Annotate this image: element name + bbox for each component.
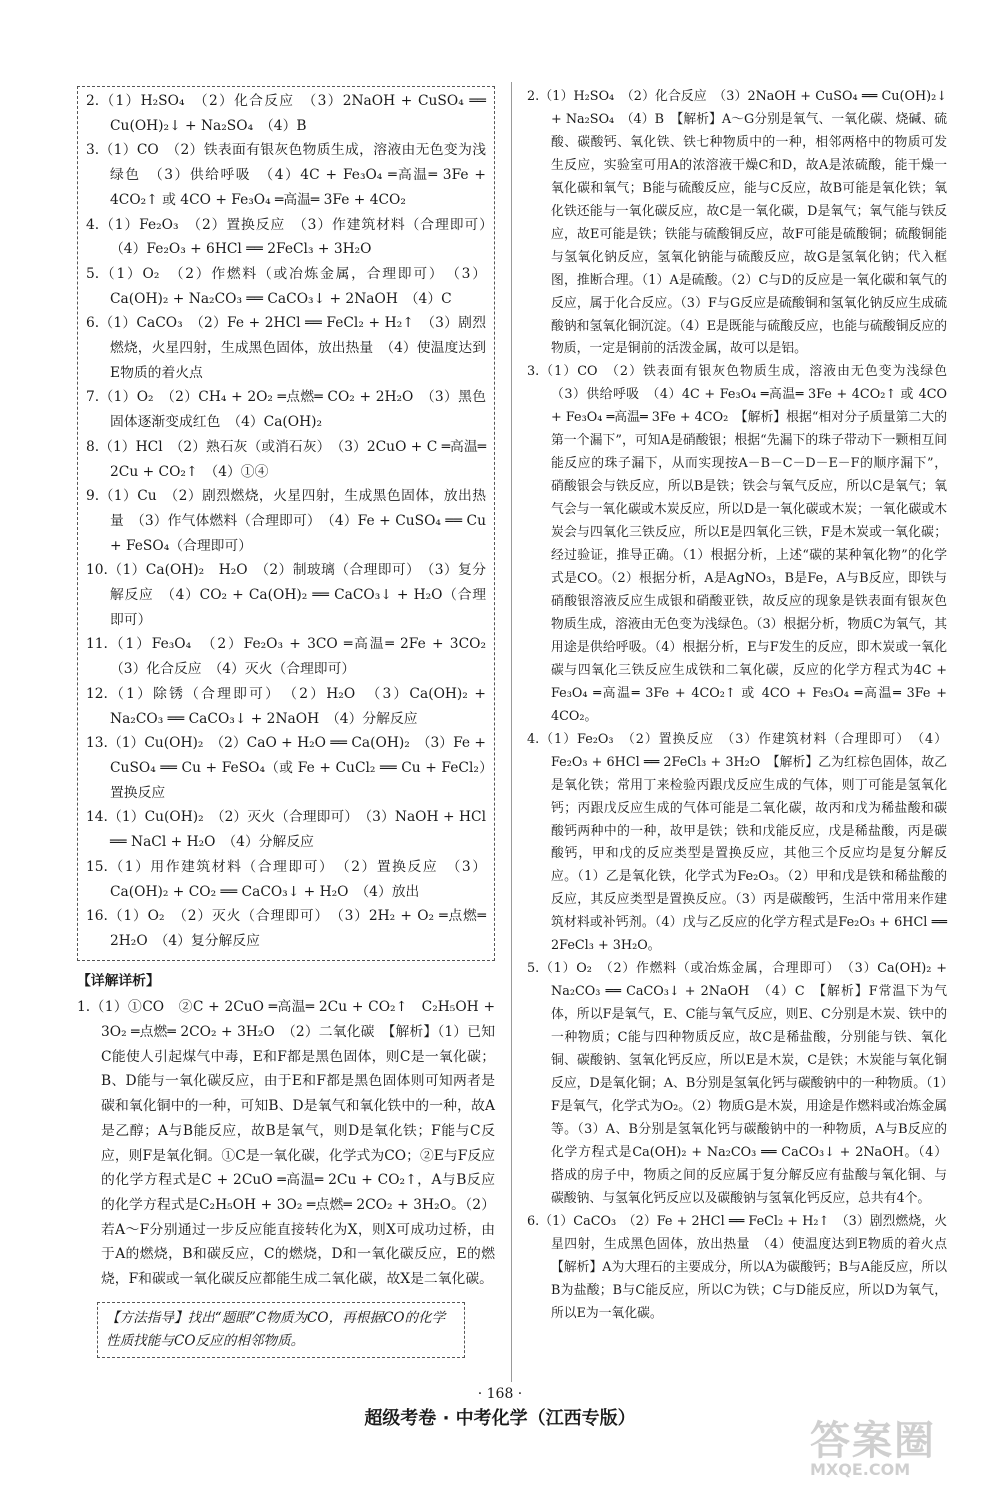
watermark-url: MXQE.COM xyxy=(810,1460,911,1479)
answer-item: 10.（1）Ca(OH)₂ H₂O （2）制玻璃（合理即可） （3）复分解反应 （4）CO₂ + Ca(OH)₂ ══ CaCO₃↓ + H₂O（合理即可） xyxy=(86,562,486,628)
detail-item: 4.（1）Fe₂O₃ （2）置换反应 （3）作建筑材料（合理即可） （4）Fe₂O₃ + 6HCl ══ 2FeCl₃ + 3H₂O 【解析】乙为红棕色固体，故乙是氧化铁；常用丁来检验丙跟戊反应生成的气体，则丁可能是氢氧化钙；丙跟戊反应生成的气体可能是二氧化碳，故丙和戊为稀盐酸和碳酸钙两种中的一种，故甲是铁；铁和戊能反应，戊是稀盐酸，丙是碳酸钙，甲和戊的反应类型是置换反应，其他三个反应均是复分解反应。（1）乙是氧化铁，化学式为Fe₂O₃。（2）甲和戊是铁和稀盐酸的反应，其反应类型是置换反应。（3）丙是碳酸钙，生活中常用来作建筑材料或补钙剂。（4）戊与乙反应的化学方程式是Fe₂O₃ + 6HCl ══ 2FeCl₃ + 3H₂O。 xyxy=(527,731,947,954)
answer-item: 5.（1）O₂ （2）作燃料（或冶炼金属，合理即可） （3）Ca(OH)₂ + Na₂CO₃ ══ CaCO₃↓ + 2NaOH （4）C xyxy=(86,265,486,307)
answer-item: 2.（1）H₂SO₄ （2）化合反应 （3）2NaOH + CuSO₄ ══ Cu(OH)₂↓ + Na₂SO₄ （4）B xyxy=(86,93,486,134)
answer-item: 15.（1）用作建筑材料（合理即可） （2）置换反应 （3）Ca(OH)₂ + CO₂ ══ CaCO₃↓ + H₂O （4）放出 xyxy=(86,858,486,900)
answer-item: 4.（1）Fe₂O₃ （2）置换反应 （3）作建筑材料（合理即可） （4）Fe₂O₃ + 6HCl ══ 2FeCl₃ + 3H₂O xyxy=(86,216,500,258)
page-number: · 168 · xyxy=(477,1386,523,1402)
detail-item: 5.（1）O₂ （2）作燃料（或冶炼金属，合理即可） （3）Ca(OH)₂ + Na₂CO₃ ══ CaCO₃↓ + 2NaOH （4）C 【解析】F常温下为气体，所以F是氧气，E、C能与氧气反应，则E、C分别是木炭、铁中的一种物质；C能与四种物质反应，故C是稀盐酸，分别能与铁、氧化铜、碳酸钠、氢氧化钙反应，所以E是木炭，C是铁；木炭能与氧化铜反应，D是氧化铜；A、B分别是氢氧化钙与碳酸钠中的一种物质。（1）F是氧气，化学式为O₂。（2）物质G是木炭，用途是作燃料或冶炼金属等。（3）A、B分别是氢氧化钙与碳酸钠中的一种物质，A与B反应的化学方程式是Ca(OH)₂ + Na₂CO₃ ══ CaCO₃↓ + 2NaOH。（4）搭成的房子中，物质之间的反应属于复分解反应有盐酸与氧化铜、与碳酸钠、与氢氧化钙反应以及碳酸钠与氢氧化钙反应，总共有4个。 xyxy=(527,961,947,1206)
detail-item: 6.（1）CaCO₃ （2）Fe + 2HCl ══ FeCl₂ + H₂↑ （3）剧烈燃烧，火星四射，生成黑色固体，放出热量 （4）使温度达到E物质的着火点 【解析】A为大理石的主要成分，所以A为碳酸钙；B与A能反应，所以B为盐酸；B与C能反应，所以C为铁；C与D能反应，所以D为氧气，所以E为一氧化碳。 xyxy=(527,1213,960,1321)
detail-item: 1.（1）①CO ②C + 2CuO ═高温═ 2Cu + CO₂↑ C₂H₅OH + 3O₂ ═点燃═ 2CO₂ + 3H₂O （2）二氧化碳 【解析】（1）已知C能使人引起煤气中毒，E和F都是黑色固体，则C是一氧化碳；B、D能与一氧化碳反应，由于E和F都是黑色固体则可知两者是碳和氧化铜中的一种，可知B、D是氧气和氧化铁中的一种，故A是乙醇；A与B能反应，故B是氧气，则D是氧化铁；F能与C反应，则F是氧化铜。①C是一氧化碳，化学式为CO；②E与F反应的化学方程式是C + 2CuO ═高温═ 2Cu + CO₂↑，A与B反应的化学方程式是C₂H₅OH + 3O₂ ═点燃═ 2CO₂ + 3H₂O。（2）若A～F分别通过一步反应能直接转化为X，则X可成功过桥，由于A的燃烧，B和碳反应，C的燃烧，D和一氧化碳反应，E的燃烧，F和碳或一氧化碳反应都能生成二氧化碳，故X是二氧化碳。 xyxy=(77,999,495,1288)
detail-section-title: 【详解详析】 xyxy=(77,972,160,989)
left-column xyxy=(77,86,500,1358)
footer-title: 超级考卷 · 中考化学（江西专版） xyxy=(364,1408,636,1429)
answer-item: 3.（1）CO （2）铁表面有银灰色物质生成，溶液由无色变为浅绿色 （3）供给呼吸 （4）4C + Fe₃O₄ ═高温═ 3Fe + 4CO₂↑ 或 4CO + Fe₃O₄ ═高温═ 3Fe + 4CO₂ xyxy=(86,142,486,208)
answer-item: 9.（1）Cu （2）剧烈燃烧，火星四射，生成黑色固体，放出热量 （3）作气体燃料（合理即可） （4）Fe + CuSO₄ ══ Cu + FeSO₄（合理即可） xyxy=(86,488,486,554)
answer-box xyxy=(77,86,500,961)
detail-section xyxy=(77,995,495,1291)
answer-item: 7.（1）O₂ （2）CH₄ + 2O₂ ═点燃═ CO₂ + 2H₂O （3）黑色固体逐渐变成红色 （4）Ca(OH)₂ xyxy=(86,389,486,431)
answer-item: 12.（1）除锈（合理即可） （2）H₂O （3）Ca(OH)₂ + Na₂CO₃ ══ CaCO₃↓ + 2NaOH （4）分解反应 xyxy=(86,685,486,727)
detail-item: 3.（1）CO （2）铁表面有银灰色物质生成，溶液由无色变为浅绿色 （3）供给呼吸 （4）4C + Fe₃O₄ ═高温═ 3Fe + 4CO₂↑ 或 4CO + Fe₃O₄ ═高温═ 3Fe + 4CO₂ 【解析】根据“相对分子质量第二大的第一个漏下”，可知A是硝酸银；根据“先漏下的珠子带动下一颗相互间能反应的珠子漏下，从而实现按A－B－C－D－E－F的顺序漏下”，硝酸银会与铁反应，所以B是铁；铁会与氧气反应，所以C是氧气；氧气会与一氧化碳或木炭反应，所以D是一氧化碳或木炭；一氧化碳或木炭会与四氧化三铁反应，所以E是四氧化三铁，F是木炭或一氧化碳；经过验证，推导正确。（1）根据分析，上述“碳的某种氧化物”的化学式是CO。（2）根据分析，A是AgNO₃，B是Fe，A与B反应，即铁与硝酸银溶液反应生成银和硝酸亚铁，故反应的现象是铁表面有银灰色物质生成，溶液由无色变为浅绿色。（3）根据分析，物质C为氧气，其用途是供给呼吸。（4）根据分析，E与F发生的反应，即木炭或一氧化碳与四氧化三铁反应生成铁和二氧化碳，反应的化学方程式为4C + Fe₃O₄ ═高温═ 3Fe + 4CO₂↑ 或 4CO + Fe₃O₄ ═高温═ 3Fe + 4CO₂。 xyxy=(527,364,960,724)
answer-item: 11.（1）Fe₃O₄ （2）Fe₂O₃ + 3CO ═高温═ 2Fe + 3CO₂ （3）化合反应 （4）灭火（合理即可） xyxy=(86,636,500,678)
answer-item: 6.（1）CaCO₃ （2）Fe + 2HCl ══ FeCl₂ + H₂↑ （3）剧烈燃烧，火星四射，生成黑色固体，放出热量 （4）使温度达到E物质的着火点 xyxy=(86,315,486,381)
answer-item: 8.（1）HCl （2）熟石灰（或消石灰） （3）2CuO + C ═高温═ 2Cu + CO₂↑ （4）①④ xyxy=(86,438,486,480)
column-divider xyxy=(511,82,512,1382)
answer-item: 13.（1）Cu(OH)₂ （2）CaO + H₂O ══ Ca(OH)₂ （3）Fe + CuSO₄ ══ Cu + FeSO₄（或 Fe + CuCl₂ ══ Cu + FeCl₂） 置换反应 xyxy=(86,735,500,801)
answer-item: 16.（1）O₂ （2）灭火（合理即可） （3）2H₂ + O₂ ═点燃═ 2H₂O （4）复分解反应 xyxy=(86,908,486,949)
watermark-logo-text: 答案圈 xyxy=(810,1418,936,1464)
right-column xyxy=(527,86,960,1325)
watermark-logo xyxy=(810,1409,980,1479)
answer-item: 14.（1）Cu(OH)₂ （2）灭火（合理即可） （3）NaOH + HCl ══ NaCl + H₂O （4）分解反应 xyxy=(86,809,486,851)
detail-item: 2.（1）H₂SO₄ （2）化合反应 （3）2NaOH + CuSO₄ ══ Cu(OH)₂↓ + Na₂SO₄ （4）B 【解析】A～G分别是氧气、一氧化碳、烧碱、硫酸、碳酸钙、氧化铁、铁七种物质中的一种，相邻两格中的物质可发生反应，实验室可用A的浓溶液干燥C和D，故A是浓硫酸，能干燥一氧化碳和氧气；B能与硫酸反应，能与C反应，故B可能是氧化铁；氧化铁还能与一氧化碳反应，故C是一氧化碳，D是氧气；氧气能与铁反应，故E可能是铁；铁能与硫酸铜反应，故F可能是硫酸铜；硫酸铜能与氢氧化钠反应，氢氧化钠能与硫酸反应，故G是氢氧化钠；代入框图，推断合理。（1）A是硫酸。（2）C与D的反应是一氧化碳和氧气的反应，属于化合反应。（3）F与G反应是硫酸铜和氢氧化钠反应生成硫酸钠和氢氧化铜沉淀。（4）E是既能与硫酸反应，也能与硫酸铜反应的物质，一定是铜前的活泼金属，故可以是铝。 xyxy=(527,89,947,357)
method-tip-box: 【方法指导】找出“题眼”C物质为CO，再根据CO的化学性质找能与CO反应的相邻物质。 xyxy=(97,1302,465,1358)
